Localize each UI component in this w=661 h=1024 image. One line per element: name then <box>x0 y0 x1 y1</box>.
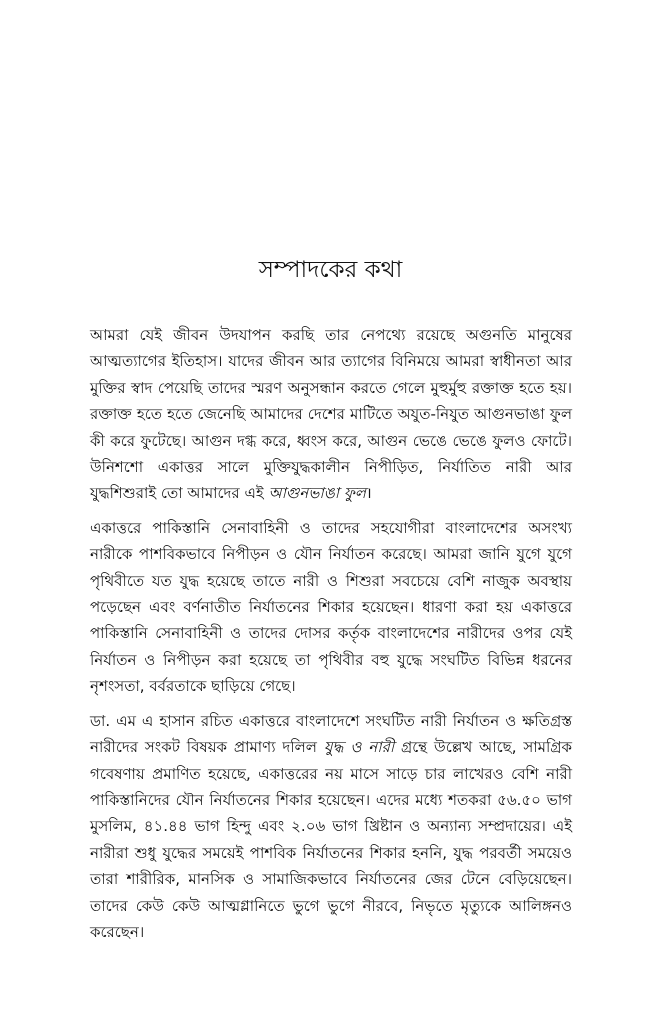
paragraph-3 <box>90 708 572 946</box>
paragraph-2-text: একাত্তরে পাকিস্তানি সেনাবাহিনী ও তাদের সহযোগীরা বাংলাদেশের অসংখ্য নারীকে পাশবিকভাবে নিপীড়ন ও যৌন নির্যাতন করেছে। আমরা জানি যুগে যুগে পৃথিবীতে যত যুদ্ধ হয়েছে তাতে নারী ও শিশুরা সবচেয়ে বেশি নাজুক অবস্থায় পড়েছেন এবং বর্ণনাতীত নির্যাতনের শিকার হয়েছেন। ধারণা করা হয় একাত্তরে পাকিস্তানি সেনাবাহিনী ও তাদের দোসর কর্তৃক বাংলাদেশের নারীদের ওপর যেই নির্যাতন ও নিপীড়ন করা হয়েছে তা পৃথিবীর বহু যুদ্ধে সংঘটিত বিভিন্ন ধরনের নৃশংসতা, বর্বরতাকে ছাড়িয়ে গেছে। <box>90 518 572 696</box>
paragraph-1-end: । <box>365 484 372 503</box>
book-title-italic: আগুনভাঙা ফুল <box>268 484 366 503</box>
cited-book-title: যুদ্ধ ও নারী <box>323 738 395 757</box>
paragraph-3-text-rest: গ্রন্থে উল্লেখ আছে, সামগ্রিক গবেষণায় প্রমাণিত হয়েছে, একাত্তরের নয় মাসে সাড়ে চার লাখেরও বেশি নারী পাকিস্তানিদের যৌন নির্যাতনের শিকার হয়েছেন। এদের মধ্যে শতকরা ৫৬.৫০ ভাগ মুসলিম, ৪১.৪৪ ভাগ হিন্দু এবং ২.০৬ ভাগ খ্রিষ্টান ও অন্যান্য সম্প্রদায়ের। এই নারীরা শুধু যুদ্ধের সময়েই পাশবিক নির্যাতনের শিকার হননি, যুদ্ধ পরবর্তী সময়েও তারা শারীরিক, মানসিক ও সামাজিকভাবে নির্যাতনের জের টেনে বেড়িয়েছেন। তাদের কেউ কেউ আত্মগ্লানিতে ভুগে ভুগে নীরবে, নিভৃতে মৃত্যুকে আলিঙ্গনও করেছেন। <box>90 738 572 941</box>
paragraph-3-text-start: ডা. এম এ হাসান রচিত একাত্তরে বাংলাদেশে সংঘটিত নারী নির্যাতন ও ক্ষতিগ্রস্ত নারীদের সংকট বিষয়ক প্রামাণ্য দলিল <box>90 711 572 757</box>
page-title: সম্পাদকের কথা <box>258 257 403 283</box>
paragraph-1-text: আমরা যেই জীবন উদযাপন করছি তার নেপথ্যে রয়েছে অগুনতি মানুষের আত্মত্যাগের ইতিহাস। যাদের জীবন আর ত্যাগের বিনিময়ে আমরা স্বাধীনতা আর মুক্তির স্বাদ পেয়েছি তাদের স্মরণ অনুসন্ধান করতে গেলে মুহুর্মুহু রক্তাক্ত হতে হয়। রক্তাক্ত হতে হতে জেনেছি আমাদের দেশের মাটিতে অযুত-নিযুত আগুনভাঙা ফুল কী করে ফুটেছে। আগুন দগ্ধ করে, ধ্বংস করে, আগুন ভেঙে ভেঙে ফুলও ফোটে। উনিশশো একাত্তর সালে মুক্তিযুদ্ধকালীন নিপীড়িত, নির্যাতিত নারী আর যুদ্ধশিশুরাই তো আমাদের এই <box>90 326 572 503</box>
paragraph-2 <box>90 515 572 700</box>
body-text <box>90 322 572 953</box>
paragraph-1 <box>90 322 572 507</box>
